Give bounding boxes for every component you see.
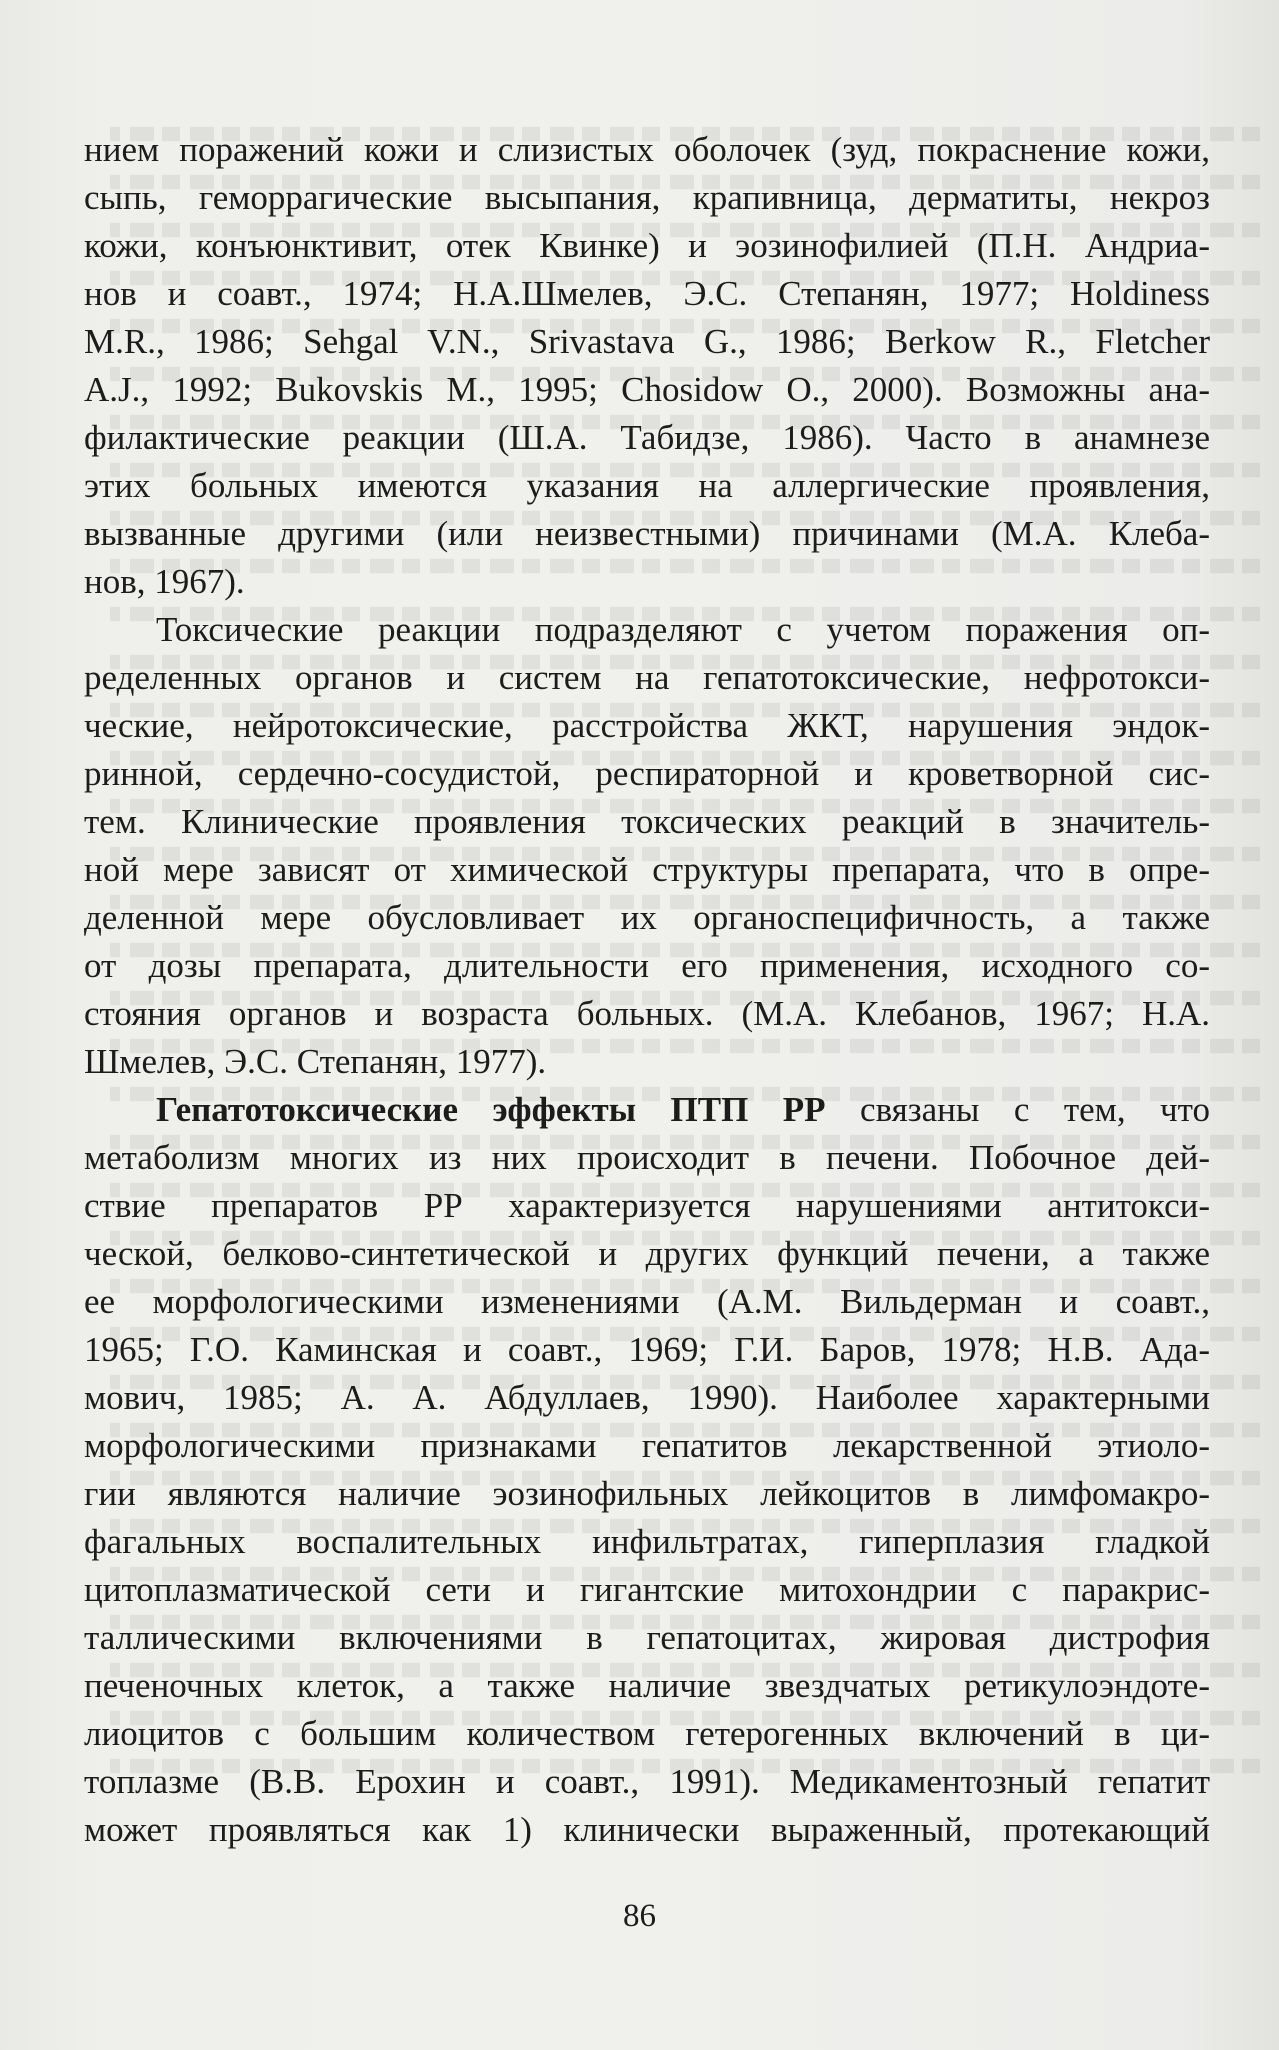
text-line: тем. Клинические проявления токсических реакций в значитель- [84,802,1210,841]
text-line: стояния органов и возраста больных. (М.А. Клебанов, 1967; Н.А. [84,994,1210,1033]
text-line: фагальных воспалительных инфильтратах, гиперплазия гладкой [84,1522,1210,1561]
bold-heading-run: Гепатотоксические эффекты ПТП РР [156,1090,826,1129]
text-line: лиоцитов с большим количеством гетерогенных включений в ци- [84,1714,1210,1753]
text-line: ринной, сердечно-сосудистой, респираторной и кроветворной сис- [84,754,1210,793]
text-line: ческой, белково-синтетической и других функций печени, а также [84,1234,1210,1273]
text-line: от дозы препарата, длительности его применения, исходного со- [84,946,1210,985]
text-line: морфологическими признаками гепатитов лекарственной этиоло- [84,1426,1210,1465]
text-line: метаболизм многих из них происходит в печени. Побочное дей- [84,1138,1210,1177]
text-line [84,1086,1210,1134]
text-line: Шмелев, Э.С. Степанян, 1977). [84,1042,547,1081]
text-line: цитоплазматической сети и гигантские митохондрии с паракрис- [84,1570,1210,1609]
body-text [84,126,1210,1854]
text-line: ределенных органов и систем на гепатотоксические, нефротокси- [84,658,1210,697]
text-line: нов, 1967). [84,562,245,601]
text-line: мович, 1985; А. А. Абдуллаев, 1990). Наиболее характерными [84,1378,1210,1417]
page-number: 86 [623,1898,656,1934]
text-line: топлазме (В.В. Ерохин и соавт., 1991). Медикаментозный гепатит [84,1762,1210,1801]
paragraph-2 [84,606,1210,1086]
text-line: M.R., 1986; Sehgal V.N., Srivastava G., 1986; Berkow R., Fletcher [84,322,1210,361]
text-line: деленной мере обусловливает их органоспецифичность, а также [84,898,1210,937]
paragraph-3 [84,1086,1210,1854]
text-line: этих больных имеются указания на аллергические проявления, [84,466,1210,505]
text-line: печеночных клеток, а также наличие звездчатых ретикулоэндоте- [84,1666,1210,1705]
text-run: связаны с тем, что [825,1090,1210,1129]
text-line: кожи, конъюнктивит, отек Квинке) и эозинофилией (П.Н. Андриа- [84,226,1210,265]
text-line: филактические реакции (Ш.А. Табидзе, 1986). Часто в анамнезе [84,418,1210,457]
text-line: ной мере зависят от химической структуры препарата, что в опре- [84,850,1210,889]
text-line: A.J., 1992; Bukovskis M., 1995; Chosidow O., 2000). Возможны ана- [84,370,1210,409]
text-line: гии являются наличие эозинофильных лейкоцитов в лимфомакро- [84,1474,1210,1513]
text-line: Токсические реакции подразделяют с учетом поражения оп- [156,610,1210,649]
text-line: сыпь, геморрагические высыпания, крапивница, дерматиты, некроз [84,178,1210,217]
text-line: ее морфологическими изменениями (А.М. Вильдерман и соавт., [84,1282,1210,1321]
text-line: нием поражений кожи и слизистых оболочек (зуд, покраснение кожи, [84,130,1210,169]
text-line: нов и соавт., 1974; Н.А.Шмелев, Э.С. Степанян, 1977; Holdiness [84,274,1210,313]
text-line: ствие препаратов РР характеризуется нарушениями антитокси- [84,1186,1210,1225]
text-line: может проявляться как 1) клинически выраженный, протекающий [84,1810,1210,1849]
text-line: таллическими включениями в гепатоцитах, жировая дистрофия [84,1618,1210,1657]
text-line: вызванные другими (или неизвестными) причинами (М.А. Клеба- [84,514,1210,553]
text-line: 1965; Г.О. Каминская и соавт., 1969; Г.И. Баров, 1978; Н.В. Ада- [84,1330,1210,1369]
paragraph-1 [84,126,1210,606]
text-line: ческие, нейротоксические, расстройства ЖКТ, нарушения эндок- [84,706,1210,745]
